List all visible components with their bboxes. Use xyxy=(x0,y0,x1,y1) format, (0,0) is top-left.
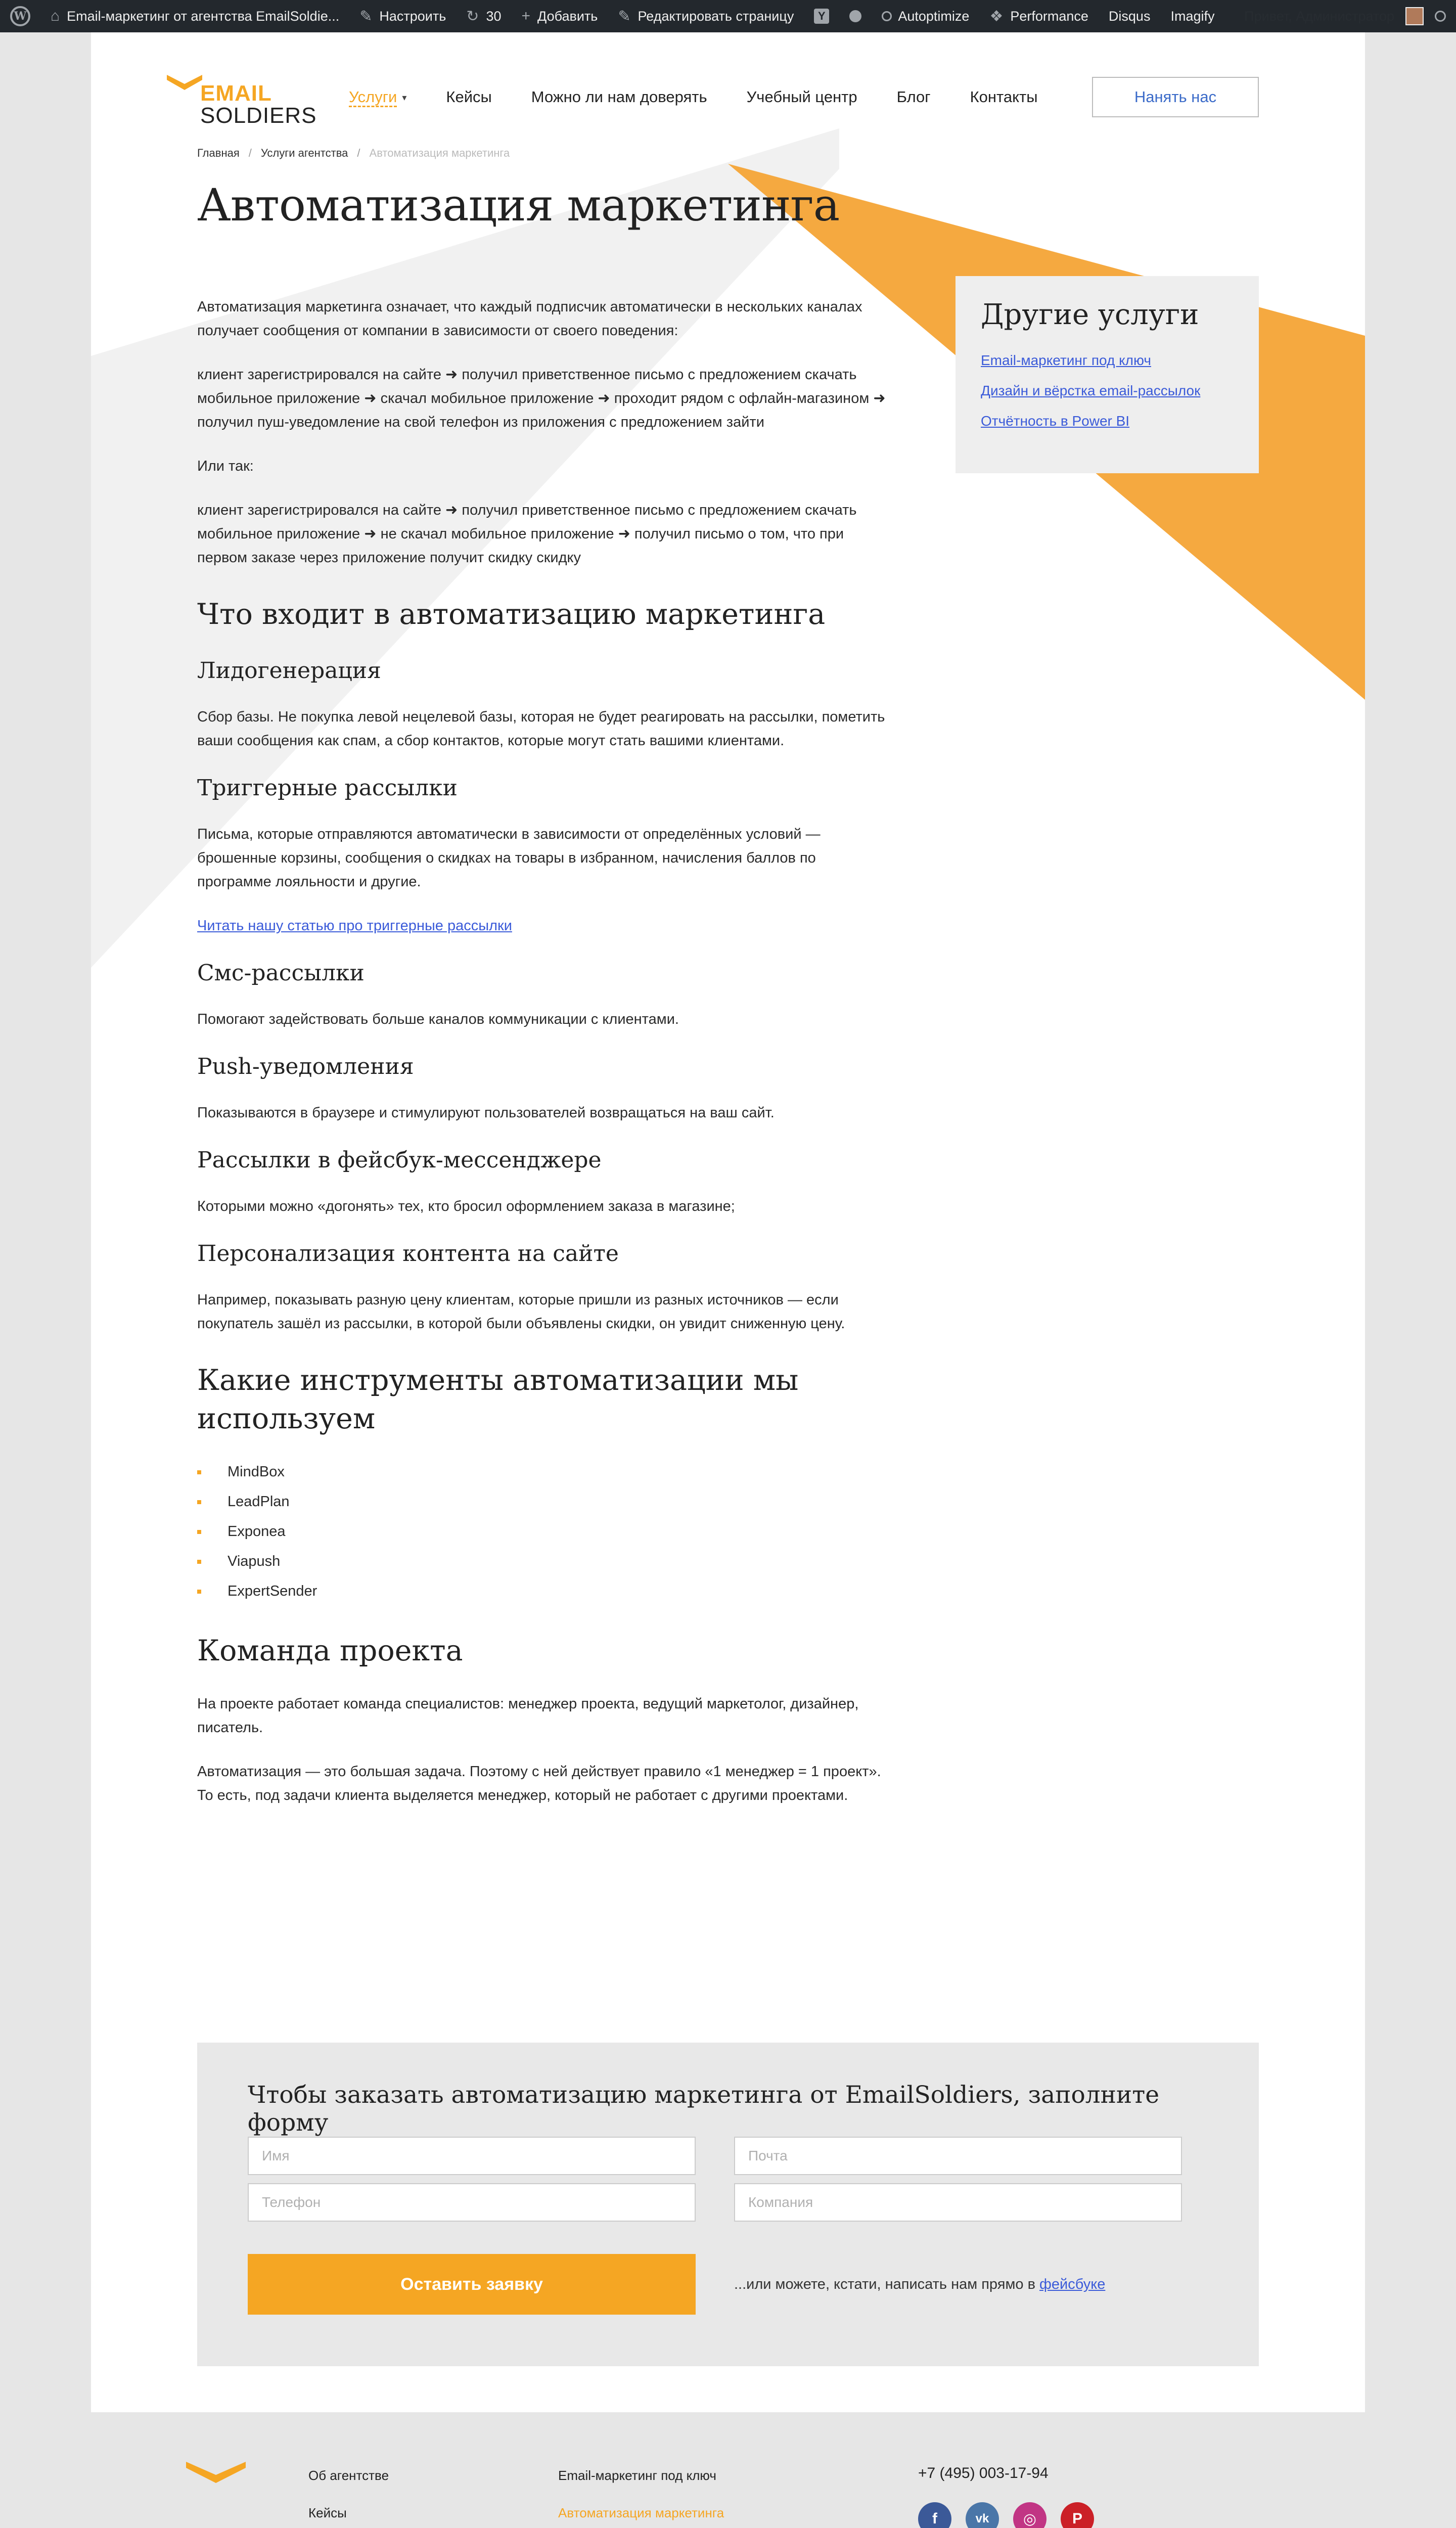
breadcrumb-services[interactable]: Услуги агентства xyxy=(260,147,348,159)
breadcrumb xyxy=(197,147,510,160)
heading-fb-messenger: Рассылки в фейсбук-мессенджере xyxy=(197,1147,602,1173)
submit-request-button[interactable]: Оставить заявку xyxy=(248,2254,696,2315)
tool-name: LeadPlan xyxy=(228,1494,290,1510)
add-new-label: Добавить xyxy=(537,8,598,24)
sidebar-link-design[interactable]: Дизайн и вёрстка email-рассылок xyxy=(981,383,1201,398)
footer-link-cases[interactable]: Кейсы xyxy=(308,2505,347,2520)
facebook-icon[interactable]: f xyxy=(918,2502,951,2528)
howdy-label xyxy=(1244,9,1394,24)
or-paragraph: Или так: xyxy=(197,458,254,474)
fb-paragraph: Которыми можно «догонять» тех, кто бросил оформлением заказа в магазине; xyxy=(197,1198,735,1214)
performance-icon: ❖ xyxy=(989,8,1004,25)
nav-services-label: Услуги xyxy=(349,88,397,107)
order-form xyxy=(197,2043,1259,2366)
form-title: Чтобы заказать автоматизацию маркетинга от EmailSoldiers, заполните форму xyxy=(248,2081,1160,2137)
nav-item-contacts[interactable]: Контакты xyxy=(970,88,1038,106)
status-dot-icon xyxy=(849,10,861,22)
footer-logo-chevron-icon[interactable] xyxy=(186,2460,246,2484)
yoast-icon: Y xyxy=(814,9,829,24)
admin-bar xyxy=(0,0,1456,32)
name-field[interactable] xyxy=(248,2137,696,2175)
wp-logo-menu[interactable] xyxy=(0,0,40,32)
site-logo[interactable] xyxy=(167,73,317,128)
pinterest-icon[interactable]: P xyxy=(1061,2502,1094,2528)
personalization-paragraph: Например, показывать разную цену клиентам, которые пришли из разных источников — если покупатель зашёл из рассылки, в которой были объявлены скидки, он увидит сниженную цену. xyxy=(197,1292,845,1332)
admin-site-name[interactable] xyxy=(40,0,349,32)
caret-down-icon: ▾ xyxy=(402,93,407,103)
heading-tools: Какие инструменты автоматизации мы используем xyxy=(197,1364,799,1435)
heading-sms: Смс-рассылки xyxy=(197,960,365,986)
form-note xyxy=(734,2276,1105,2293)
company-field[interactable] xyxy=(734,2183,1182,2222)
email-field[interactable] xyxy=(734,2137,1182,2175)
plus-icon: + xyxy=(521,8,531,24)
instagram-icon[interactable]: ◎ xyxy=(1013,2502,1046,2528)
main-nav xyxy=(349,88,1077,106)
logo-text-soldiers: SOLDIERS xyxy=(200,103,317,128)
social-links xyxy=(918,2502,1094,2528)
admin-edit-page[interactable] xyxy=(608,0,804,32)
bullet-icon xyxy=(197,1560,201,1564)
form-note-text: ...или можете, кстати, написать нам прямо в xyxy=(734,2276,1040,2292)
list-item xyxy=(197,1460,890,1484)
nav-item-training[interactable]: Учебный центр xyxy=(746,88,857,106)
list-item xyxy=(197,1550,890,1573)
home-icon: ⌂ xyxy=(51,8,60,24)
site-header xyxy=(91,32,1365,133)
breadcrumb-separator: / xyxy=(357,147,360,159)
customize-label: Настроить xyxy=(379,8,446,24)
admin-add-new[interactable] xyxy=(511,0,608,32)
sidebar-title: Другие услуги xyxy=(981,298,1199,331)
facebook-link[interactable]: фейсбуке xyxy=(1039,2276,1106,2292)
team-paragraph-2: Автоматизация — это большая задача. Поэтому с ней действует правило «1 менеджер = 1 проект». То есть, под задачи клиента выделяется менеджер, который не работает с другими проектами. xyxy=(197,1764,881,1803)
edit-page-label: Редактировать страницу xyxy=(638,8,794,24)
nav-item-trust[interactable]: Можно ли нам доверять xyxy=(531,88,707,106)
footer-phone[interactable]: +7 (495) 003-17-94 xyxy=(918,2465,1049,2481)
example-paragraph-1: клиент зарегистрировался на сайте ➜ получил приветственное письмо с предложением скачать мобильное приложение ➜ скачал мобильное приложение ➜ проходит рядом с офлайн-магазином ➜ получил пуш-уведомление на свой телефон из приложения с предложением зайти xyxy=(197,367,886,430)
search-icon[interactable] xyxy=(1435,11,1446,22)
footer-link-about[interactable]: Об агентстве xyxy=(308,2468,389,2483)
admin-yoast[interactable] xyxy=(804,0,839,32)
vk-icon[interactable]: vk xyxy=(966,2502,999,2528)
tools-list xyxy=(197,1460,890,1603)
footer-col-services xyxy=(558,2457,762,2528)
site-name-label: Email-маркетинг от агентства EmailSoldie... xyxy=(67,8,340,24)
imagify-label: Imagify xyxy=(1170,8,1215,24)
sidebar-link-powerbi[interactable]: Отчётность в Power BI xyxy=(981,413,1130,429)
list-item xyxy=(197,1520,890,1544)
nav-item-cases[interactable]: Кейсы xyxy=(446,88,492,106)
trigger-paragraph: Письма, которые отправляются автоматически в зависимости от определённых условий — брошенные корзины, сообщения о скидках на товары в избранном, начисления баллов по программе лояльности и другие. xyxy=(197,826,821,890)
heading-team: Команда проекта xyxy=(197,1634,463,1667)
footer-link-email-marketing[interactable]: Email-маркетинг под ключ xyxy=(558,2468,716,2483)
bullet-icon xyxy=(197,1500,201,1504)
admin-autoptimize[interactable] xyxy=(872,0,979,32)
bullet-icon xyxy=(197,1470,201,1474)
tool-name: MindBox xyxy=(228,1464,285,1480)
phone-field[interactable] xyxy=(248,2183,696,2222)
tool-name: Viapush xyxy=(228,1553,281,1569)
list-item xyxy=(197,1579,890,1603)
admin-disqus[interactable] xyxy=(1099,0,1161,32)
leadgen-paragraph: Сбор базы. Не покупка левой нецелевой базы, которая не будет реагировать на рассылки, пометить ваши сообщения как спам, а сбор контактов, которые могут стать вашими клиентами. xyxy=(197,709,885,749)
footer-link-automation[interactable]: Автоматизация маркетинга xyxy=(558,2505,724,2520)
logo-chevron-icon xyxy=(167,73,202,93)
other-services-sidebar xyxy=(956,276,1259,473)
admin-imagify[interactable] xyxy=(1160,0,1224,32)
site-footer xyxy=(91,2412,1365,2528)
trigger-article-link[interactable]: Читать нашу статью про триггерные рассылки xyxy=(197,918,512,934)
tool-name: Exponea xyxy=(228,1523,286,1540)
autoptimize-icon xyxy=(882,11,892,21)
performance-label: Performance xyxy=(1010,8,1088,24)
bullet-icon xyxy=(197,1590,201,1594)
brush-icon: ✎ xyxy=(359,8,373,25)
breadcrumb-separator: / xyxy=(248,147,252,159)
admin-customize[interactable] xyxy=(349,0,456,32)
admin-updates[interactable] xyxy=(456,0,511,32)
nav-item-blog[interactable]: Блог xyxy=(896,88,931,106)
intro-paragraph: Автоматизация маркетинга означает, что каждый подписчик автоматически в нескольких каналах получает сообщения от компании в зависимости от своего поведения: xyxy=(197,299,862,339)
breadcrumb-home[interactable]: Главная xyxy=(197,147,240,159)
bullet-icon xyxy=(197,1530,201,1534)
nav-item-services[interactable] xyxy=(349,88,406,106)
tool-name: ExpertSender xyxy=(228,1583,317,1599)
pencil-icon: ✎ xyxy=(618,8,631,25)
sms-paragraph: Помогают задействовать больше каналов коммуникации с клиентами. xyxy=(197,1011,679,1027)
team-paragraph-1: На проекте работает команда специалистов: менеджер проекта, ведущий маркетолог, дизайнер, писатель. xyxy=(197,1696,859,1736)
admin-status-dot[interactable] xyxy=(839,0,872,32)
disqus-label: Disqus xyxy=(1108,8,1151,24)
push-paragraph: Показываются в браузере и стимулируют пользователей возвращаться на ваш сайт. xyxy=(197,1105,775,1121)
article-content xyxy=(197,295,890,1828)
list-item xyxy=(197,1490,890,1514)
footer-col-agency xyxy=(308,2457,401,2528)
heading-push: Push-уведомления xyxy=(197,1054,414,1079)
heading-trigger: Триггерные рассылки xyxy=(197,775,458,801)
updates-count: 30 xyxy=(486,8,502,24)
admin-performance[interactable] xyxy=(979,0,1098,32)
page-title: Автоматизация маркетинга xyxy=(197,179,840,231)
heading-leadgen: Лидогенерация xyxy=(197,658,381,684)
page xyxy=(91,32,1365,2528)
autoptimize-label: Autoptimize xyxy=(898,8,970,24)
logo-text-email: EMAIL xyxy=(200,81,272,106)
heading-what-included: Что входит в автоматизацию маркетинга xyxy=(197,598,826,631)
admin-account[interactable] xyxy=(1244,0,1446,32)
example-paragraph-2: клиент зарегистрировался на сайте ➜ получил приветственное письмо с предложением скачать мобильное приложение ➜ не скачал мобильное приложение ➜ получил письмо о том, что при первом заказе через приложение получит скидку скидку xyxy=(197,502,857,566)
heading-personalization: Персонализация контента на сайте xyxy=(197,1241,619,1267)
updates-icon: ↻ xyxy=(466,8,479,25)
wordpress-icon: W xyxy=(10,6,30,26)
avatar[interactable] xyxy=(1405,7,1424,25)
sidebar-link-email-marketing[interactable]: Email-маркетинг под ключ xyxy=(981,352,1151,368)
breadcrumb-current: Автоматизация маркетинга xyxy=(369,147,510,159)
hire-us-button[interactable]: Нанять нас xyxy=(1092,77,1259,117)
